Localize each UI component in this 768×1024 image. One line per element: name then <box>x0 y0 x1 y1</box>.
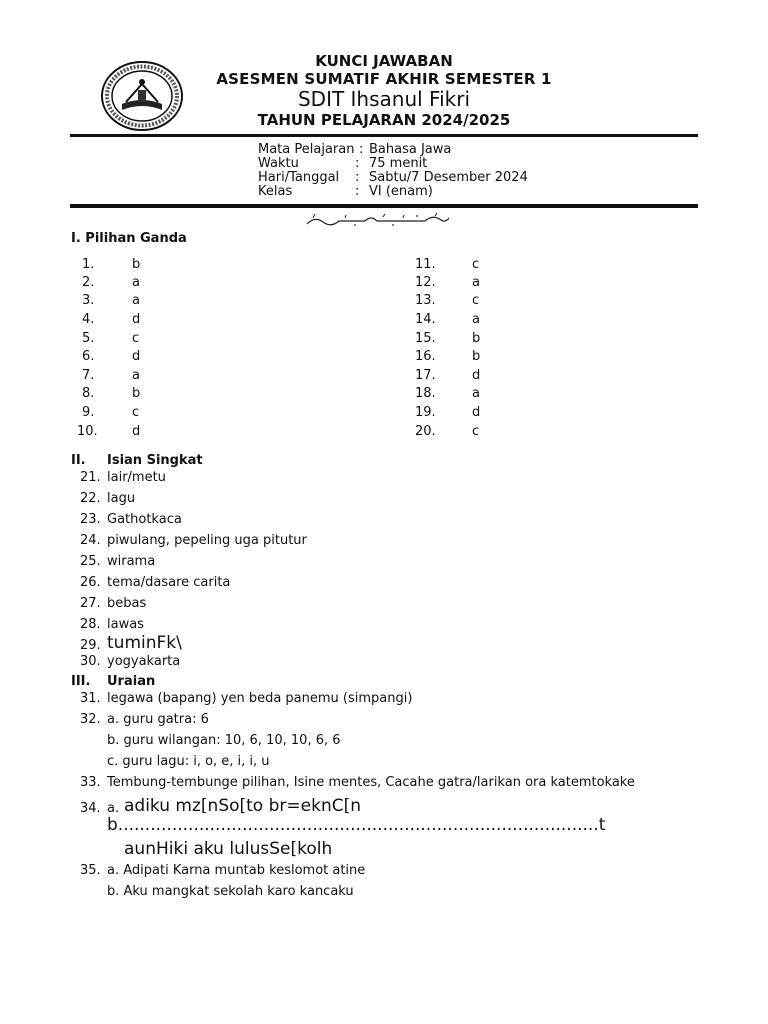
mc-answer: c <box>472 424 480 439</box>
item-number: 34. <box>80 801 101 816</box>
mc-number: 18. <box>415 386 436 401</box>
info-sep: : <box>355 156 360 171</box>
mc-number: 13. <box>415 293 436 308</box>
mc-number: 15. <box>415 331 436 346</box>
info-value-subject: Bahasa Jawa <box>369 142 452 157</box>
item-number: 30. <box>80 654 101 669</box>
section-title-short-answer: Isian Singkat <box>107 453 203 468</box>
section-number-short-answer: II. <box>71 453 86 468</box>
item-answer-dotted-line: b.........................................................................................t <box>107 815 606 835</box>
section-number-essay: III. <box>71 674 91 689</box>
info-label-class: Kelas <box>258 184 293 199</box>
mc-answer: a <box>472 275 480 290</box>
mc-answer: b <box>472 331 481 346</box>
mc-number: 4. <box>82 312 95 327</box>
info-label-subject: Mata Pelajaran <box>258 142 355 157</box>
mc-answer: a <box>132 275 140 290</box>
item-number: 26. <box>80 575 101 590</box>
item-answer: lagu <box>107 491 136 506</box>
mc-number: 1. <box>82 257 95 272</box>
item-number: 28. <box>80 617 101 632</box>
mc-answer: b <box>132 257 141 272</box>
item-number: 21. <box>80 470 101 485</box>
section-title-multiple-choice: I. Pilihan Ganda <box>71 231 187 246</box>
item-answer: wirama <box>107 554 156 569</box>
school-name: SDIT Ihsanul Fikri <box>297 87 471 111</box>
info-label-date: Hari/Tanggal <box>258 170 340 185</box>
item-answer: a. guru gatra: 6 <box>107 712 209 727</box>
item-answer: yogyakarta <box>107 654 181 669</box>
info-value-class: VI (enam) <box>369 184 433 199</box>
item-answer: b. guru wilangan: 10, 6, 10, 10, 6, 6 <box>107 733 341 748</box>
mc-answer: d <box>132 349 141 364</box>
mc-answer: c <box>132 331 140 346</box>
item-number: 35. <box>80 863 101 878</box>
mc-number: 14. <box>415 312 436 327</box>
item-answer-prefix: a. <box>107 801 120 816</box>
section-title-essay: Uraian <box>107 674 156 689</box>
item-answer: piwulang, pepeling uga pitutur <box>107 533 307 548</box>
mc-answer: b <box>132 386 141 401</box>
item-number: 24. <box>80 533 101 548</box>
mc-answer: a <box>132 293 140 308</box>
mc-number: 8. <box>82 386 95 401</box>
item-number: 22. <box>80 491 101 506</box>
bismillah-calligraphy-icon <box>305 212 451 228</box>
mc-answer: d <box>132 424 141 439</box>
item-answer-javanese-script: aunHiki aku lulusSe[kolh <box>124 839 333 859</box>
mc-number: 7. <box>82 368 95 383</box>
mc-answer: d <box>472 405 481 420</box>
item-number: 27. <box>80 596 101 611</box>
info-sep: : <box>355 184 360 199</box>
info-sep: : <box>359 142 364 157</box>
item-answer: Gathotkaca <box>107 512 182 527</box>
mc-number: 9. <box>82 405 95 420</box>
item-number: 25. <box>80 554 101 569</box>
header-divider-bottom <box>70 204 698 208</box>
mc-number: 3. <box>82 293 95 308</box>
item-answer: lair/metu <box>107 470 166 485</box>
item-answer: tema/dasare carita <box>107 575 231 590</box>
doc-title: KUNCI JAWABAN <box>315 52 453 70</box>
item-number: 32. <box>80 712 101 727</box>
mc-number: 2. <box>82 275 95 290</box>
mc-answer: a <box>132 368 140 383</box>
mc-answer: b <box>472 349 481 364</box>
item-number: 23. <box>80 512 101 527</box>
school-year: TAHUN PELAJARAN 2024/2025 <box>257 111 511 129</box>
mc-number: 19. <box>415 405 436 420</box>
info-sep: : <box>355 170 360 185</box>
info-label-time: Waktu <box>258 156 299 171</box>
mc-answer: d <box>132 312 141 327</box>
mc-number: 10. <box>77 424 98 439</box>
mc-number: 17. <box>415 368 436 383</box>
header-divider-top <box>70 134 698 137</box>
mc-answer: c <box>132 405 140 420</box>
doc-subtitle: ASESMEN SUMATIF AKHIR SEMESTER 1 <box>216 70 552 88</box>
item-answer-javanese-script: tuminFk\ <box>107 633 182 653</box>
item-answer: legawa (bapang) yen beda panemu (simpangi) <box>107 691 413 706</box>
mc-number: 12. <box>415 275 436 290</box>
item-answer: a. Adipati Karna muntab keslomot atine <box>107 863 366 878</box>
item-answer: bebas <box>107 596 147 611</box>
item-number: 31. <box>80 691 101 706</box>
mc-answer: c <box>472 293 480 308</box>
mc-number: 16. <box>415 349 436 364</box>
info-value-time: 75 menit <box>369 156 428 171</box>
mc-number: 6. <box>82 349 95 364</box>
mc-answer: a <box>472 386 480 401</box>
item-number: 33. <box>80 775 101 790</box>
mc-answer: a <box>472 312 480 327</box>
item-answer: b. Aku mangkat sekolah karo kancaku <box>107 884 354 899</box>
item-answer-javanese-script: adiku mz[nSo[to br=eknC[n <box>124 796 361 816</box>
item-answer: Tembung-tembunge pilihan, Isine mentes, Cacahe gatra/larikan ora katemtokake <box>107 775 635 790</box>
mc-number: 20. <box>415 424 436 439</box>
item-answer: c. guru lagu: i, o, e, i, i, u <box>107 754 270 769</box>
mc-answer: d <box>472 368 481 383</box>
mc-answer: c <box>472 257 480 272</box>
item-answer: lawas <box>107 617 144 632</box>
item-number: 29. <box>80 638 101 653</box>
mc-number: 11. <box>415 257 436 272</box>
mc-number: 5. <box>82 331 95 346</box>
info-value-date: Sabtu/7 Desember 2024 <box>369 170 528 185</box>
